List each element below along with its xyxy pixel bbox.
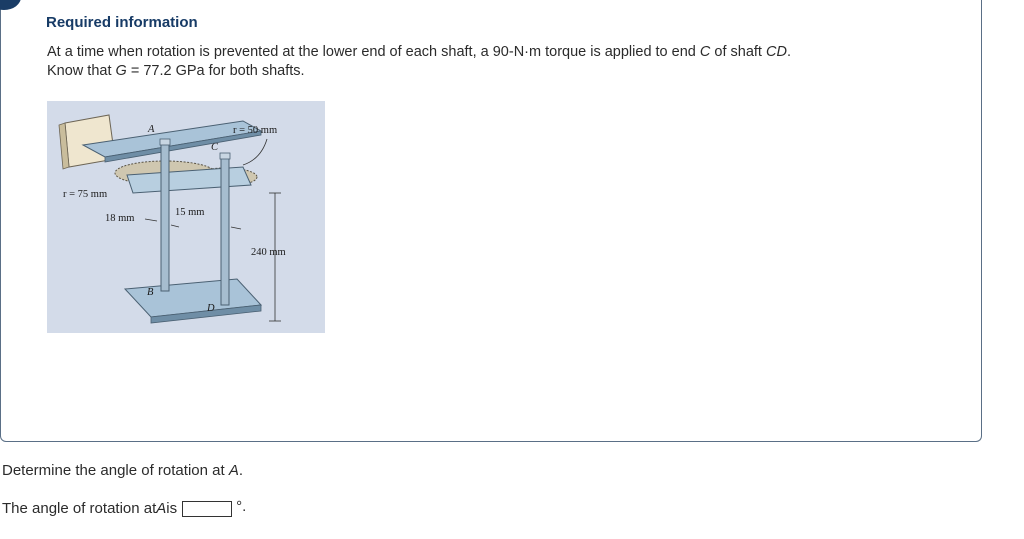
answer-prefix: The angle of rotation at bbox=[2, 500, 157, 517]
answer-mid: is bbox=[166, 500, 178, 517]
problem-text-2: of shaft bbox=[710, 44, 766, 60]
answer-var: A bbox=[156, 500, 167, 517]
figure-illustration bbox=[47, 101, 325, 333]
shaft-ab bbox=[161, 141, 169, 291]
problem-var-g: G bbox=[115, 63, 127, 79]
info-heading: Required information bbox=[46, 14, 198, 31]
problem-var-cd: CD bbox=[766, 44, 787, 60]
angle-answer-input[interactable] bbox=[182, 501, 232, 517]
question-suffix: . bbox=[238, 462, 243, 479]
leader-15mm-left bbox=[171, 225, 179, 227]
question-var: A bbox=[228, 462, 239, 479]
leader-15mm-right bbox=[231, 227, 241, 229]
label-18mm: 18 mm bbox=[105, 213, 135, 224]
label-r-small: r = 50 mm bbox=[233, 125, 278, 136]
problem-var-c: C bbox=[699, 44, 711, 60]
label-r-large: r = 75 mm bbox=[63, 189, 108, 200]
label-c: C bbox=[211, 142, 219, 153]
label-b: B bbox=[147, 287, 154, 298]
step-indicator-icon bbox=[0, 0, 21, 10]
answer-unit: °. bbox=[236, 498, 247, 515]
answer-row bbox=[2, 500, 246, 517]
problem-text-3: . bbox=[786, 44, 791, 60]
shaft-ab-end bbox=[160, 139, 170, 145]
question-text bbox=[2, 462, 243, 479]
problem-text-1: At a time when rotation is prevented at the lower end of each shaft, a 90-N·m torque is applied to end bbox=[47, 44, 700, 60]
label-a: A bbox=[148, 124, 155, 135]
problem-text-5: = 77.2 GPa for both shafts. bbox=[126, 63, 305, 79]
label-15mm: 15 mm bbox=[175, 207, 205, 218]
label-240mm: 240 mm bbox=[251, 247, 286, 258]
shaft-cd-end bbox=[220, 153, 230, 159]
shaft-gear-figure bbox=[47, 101, 325, 333]
question-prefix: Determine the angle of rotation at bbox=[2, 462, 229, 479]
label-d: D bbox=[207, 303, 215, 314]
leader-18mm bbox=[145, 219, 157, 221]
shaft-cd bbox=[221, 155, 229, 305]
leader-r50 bbox=[243, 139, 267, 165]
problem-statement bbox=[47, 43, 947, 81]
problem-text-4: Know that bbox=[47, 63, 116, 79]
